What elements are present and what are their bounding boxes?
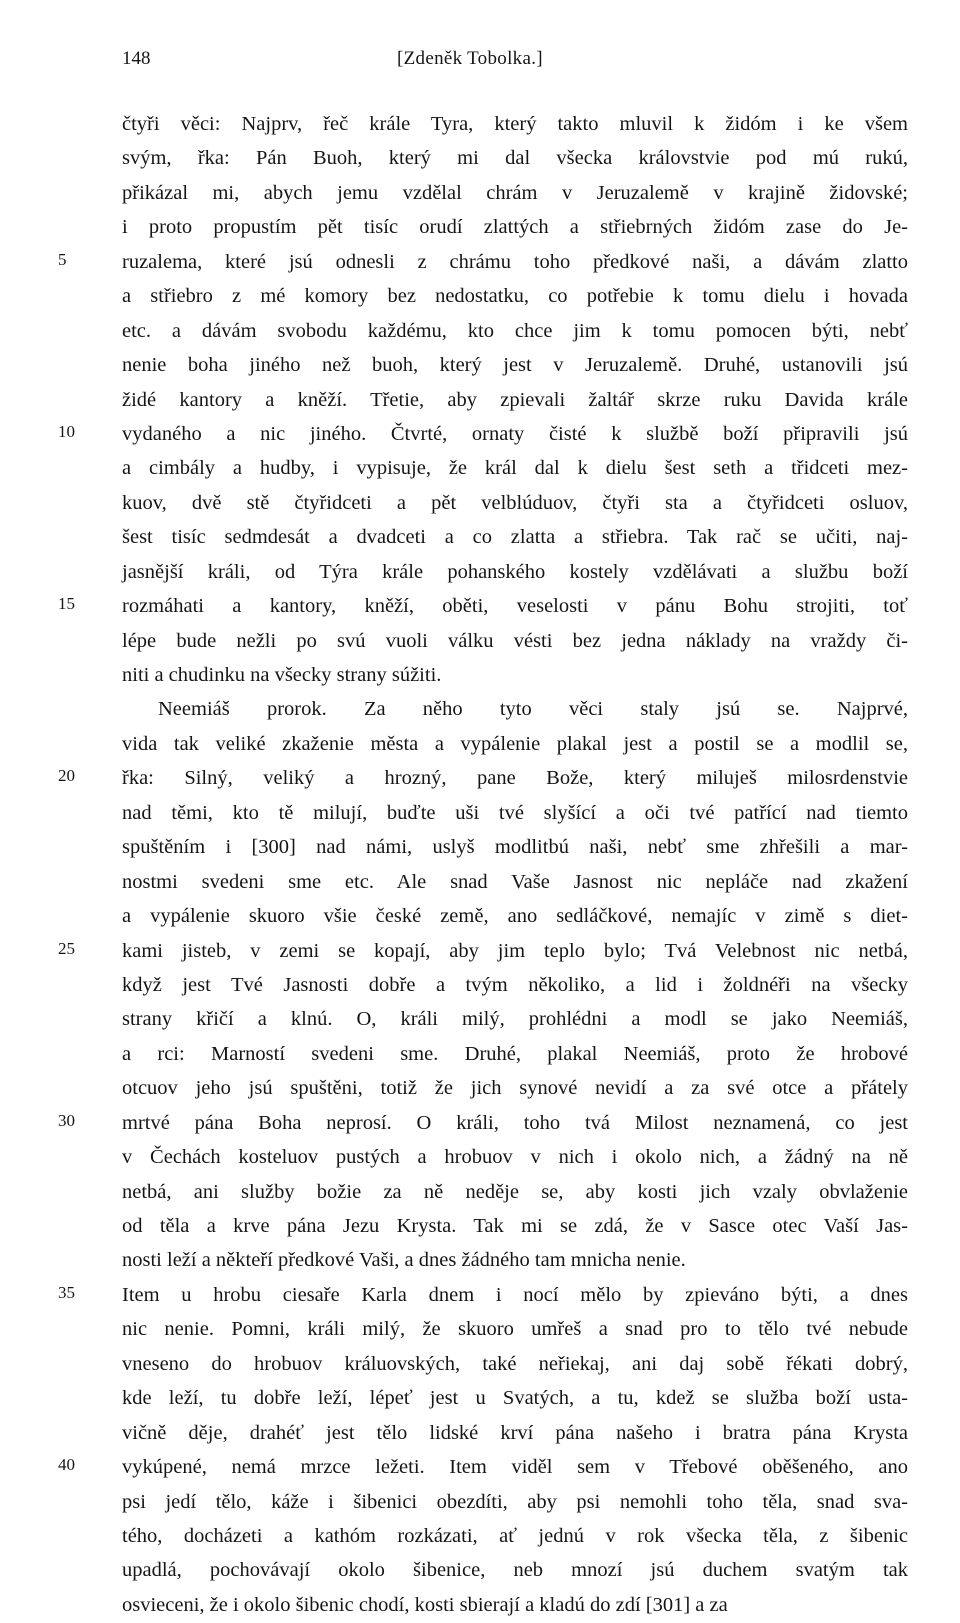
line-text: a střiebro z mé komory bez nedostatku, co potřebie k tomu dielu i hovada <box>122 285 908 308</box>
text-line <box>0 246 960 280</box>
line-text: Neemiáš prorok. Za něho tyto věci staly jsú se. Najprvé, <box>158 698 908 721</box>
text-line <box>0 556 960 590</box>
text-line <box>0 1107 960 1141</box>
running-head: [Zdeněk Tobolka.] <box>397 48 543 69</box>
text-line <box>0 969 960 1003</box>
text-line <box>0 625 960 659</box>
text-line <box>0 1348 960 1382</box>
line-text: strany křičí a klnú. O, králi milý, prohlédni a modl se jako Neemiáš, <box>122 1008 908 1031</box>
text-line <box>0 728 960 762</box>
text-line <box>0 1244 960 1278</box>
text-line <box>0 521 960 555</box>
line-text: kami jisteb, v zemi se kopají, aby jim teplo bylo; Tvá Velebnost nic netbá, <box>122 939 908 962</box>
text-line <box>0 1554 960 1588</box>
line-text: když jest Tvé Jasnosti dobře a tvým několiko, a lid i žoldnéři na všecky <box>122 973 908 996</box>
text-line <box>0 487 960 521</box>
line-text: nenie boha jiného než buoh, který jest v Jeruzalemě. Druhé, ustanovili jsú <box>122 354 908 377</box>
text-line <box>0 142 960 176</box>
line-text: upadlá, pochovávají okolo šibenice, neb mnozí jsú duchem svatým tak <box>122 1559 908 1582</box>
line-text: kuov, dvě stě čtyřidceti a pět velblúduov, čtyři sta a čtyřidceti osluov, <box>122 491 908 514</box>
line-text: lépe bude nežli po svú vuoli válku vésti bez jedna náklady na vraždy či- <box>122 629 908 652</box>
text-line <box>0 349 960 383</box>
line-text: čtyři věci: Najprv, řeč krále Tyra, který takto mluvil k židóm i ke všem <box>122 113 908 135</box>
line-text: vykúpené, nemá mrzce ležeti. Item viděl sem v Třebové oběšeného, ano <box>122 1456 908 1479</box>
text-line <box>0 935 960 969</box>
line-text: rozmáhati a kantory, kněží, oběti, veselosti v pánu Bohu strojiti, toť <box>122 595 908 618</box>
line-text: Item u hrobu ciesaře Karla dnem i nocí mělo by zpieváno býti, a dnes <box>122 1283 908 1306</box>
line-text: a vypálenie skuoro všie české země, ano sedláčkové, nemajíc v zimě s diet- <box>122 905 908 928</box>
line-text: vida tak veliké zkaženie města a vypálenie plakal jest a postil se a modlil se, <box>122 732 908 755</box>
line-text: přikázal mi, abych jemu vzdělal chrám v Jeruzalemě v krajině židovské; <box>122 181 908 204</box>
line-text: nad těmi, kto tě milují, buďte uši tvé slyšící a oči tvé patřící nad tiemto <box>122 801 908 824</box>
line-text: netbá, ani služby božie za ně neděje se, aby kosti jich vzaly obvlaženie <box>122 1180 908 1203</box>
line-text: řka: Silný, veliký a hrozný, pane Bože, který miluješ milosrdenstvie <box>122 767 908 790</box>
text-line <box>0 108 960 142</box>
line-number: 15 <box>58 594 75 614</box>
line-text: tého, docházeti a kathóm rozkázati, ať jednú v rok všecka těla, z šibenic <box>122 1524 908 1547</box>
text-line <box>0 1141 960 1175</box>
text-line <box>0 384 960 418</box>
line-text: v Čechách kosteluov pustých a hrobuov v nich i okolo nich, a žádný na ně <box>122 1146 908 1169</box>
line-text: a rci: Marností svedeni sme. Druhé, plakal Neemiáš, proto že hrobové <box>122 1042 908 1065</box>
line-text: vičně děje, drahéť jest tělo lidské krví pána našeho i bratra pána Krysta <box>122 1421 908 1444</box>
text-line <box>0 762 960 796</box>
line-number: 25 <box>58 938 75 958</box>
line-text: nic nenie. Pomni, králi milý, že skuoro umřeš a snad pro to tělo tvé nebude <box>122 1318 908 1341</box>
line-text: kde leží, tu dobře leží, lépeť jest u Svatých, a tu, kdež se služba boží usta- <box>122 1387 908 1410</box>
text-line <box>0 1210 960 1244</box>
text-line <box>0 866 960 900</box>
text-line <box>0 280 960 314</box>
line-number: 40 <box>58 1455 75 1475</box>
line-text: osvieceni, že i okolo šibenic chodí, kosti sbierají a kladú do zdí [301] a za <box>122 1593 728 1616</box>
line-number: 5 <box>58 249 67 269</box>
line-text: nostmi svedeni sme etc. Ale snad Vaše Jasnost nic nepláče nad zkažení <box>122 870 908 893</box>
text-line <box>0 1176 960 1210</box>
text-line <box>0 177 960 211</box>
line-text: nosti leží a někteří předkové Vaši, a dnes žádného tam mnicha nenie. <box>122 1249 686 1272</box>
line-text: i proto propustím pět tisíc orudí zlattých a střiebrných židóm zase do Je- <box>122 216 908 239</box>
line-text: ruzalema, které jsú odnesli z chrámu toho předkové naši, a dávám zlatto <box>122 250 908 273</box>
text-line <box>0 452 960 486</box>
text-line <box>0 418 960 452</box>
text-line <box>0 1486 960 1520</box>
text-line <box>0 900 960 934</box>
line-text: vneseno do hrobuov králuovských, také neřiekaj, ani daj sobě řékati dobrý, <box>122 1352 908 1375</box>
text-line <box>0 1038 960 1072</box>
body-text <box>0 108 960 1623</box>
line-text: a cimbály a hudby, i vypisuje, že král dal k dielu šest seth a třidceti mez- <box>122 457 908 480</box>
text-line <box>0 693 960 727</box>
line-text: vydaného a nic jiného. Čtvrté, ornaty čisté k službě boží připravili jsú <box>122 422 908 445</box>
line-text: židé kantory a kněží. Třetie, aby zpievali žaltář skrze ruku Davida krále <box>122 388 908 411</box>
text-line <box>0 1313 960 1347</box>
line-number: 20 <box>58 766 75 786</box>
text-line <box>0 1279 960 1313</box>
text-line <box>0 590 960 624</box>
text-line <box>0 211 960 245</box>
text-line <box>0 1417 960 1451</box>
text-line <box>0 659 960 693</box>
text-line <box>0 1382 960 1416</box>
line-text: otcuov jeho jsú spuštěni, totiž že jich synové nevidí a za své otce a přátely <box>122 1077 908 1100</box>
line-text: spuštěním i [300] nad námi, uslyš modlitbú naši, nebť sme zhřešili a mar- <box>122 836 908 859</box>
text-line <box>0 1003 960 1037</box>
line-text: šest tisíc sedmdesát a dvadceti a co zlatta a střiebra. Tak rač se učiti, naj- <box>122 526 908 549</box>
page-number: 148 <box>122 48 151 69</box>
line-text: niti a chudinku na všecky strany súžiti. <box>122 664 442 686</box>
text-line <box>0 831 960 865</box>
line-number: 10 <box>58 421 75 441</box>
line-number: 30 <box>58 1110 75 1130</box>
text-line <box>0 315 960 349</box>
line-text: etc. a dávám svobodu každému, kto chce jim k tomu pomocen býti, nebť <box>122 319 908 342</box>
line-text: od těla a krve pána Jezu Krysta. Tak mi se zdá, že v Sasce otec Vaší Jas- <box>122 1215 908 1237</box>
text-line <box>0 1072 960 1106</box>
line-text: psi jedí tělo, káže i šibenici obezdíti, aby psi nemohli toho těla, snad sva- <box>122 1490 908 1513</box>
text-line <box>0 1520 960 1554</box>
text-line <box>0 797 960 831</box>
line-number: 35 <box>58 1282 75 1302</box>
text-line <box>0 1451 960 1485</box>
running-header <box>0 44 960 74</box>
line-text: svým, řka: Pán Buoh, který mi dal všecka královstvie pod mú rukú, <box>122 147 908 170</box>
line-text: jasnější králi, od Týra krále pohanského kostely vzdělávati a službu boží <box>122 560 908 583</box>
text-line <box>0 1589 960 1623</box>
line-text: mrtvé pána Boha neprosí. O králi, toho tvá Milost neznamená, co jest <box>122 1111 908 1134</box>
